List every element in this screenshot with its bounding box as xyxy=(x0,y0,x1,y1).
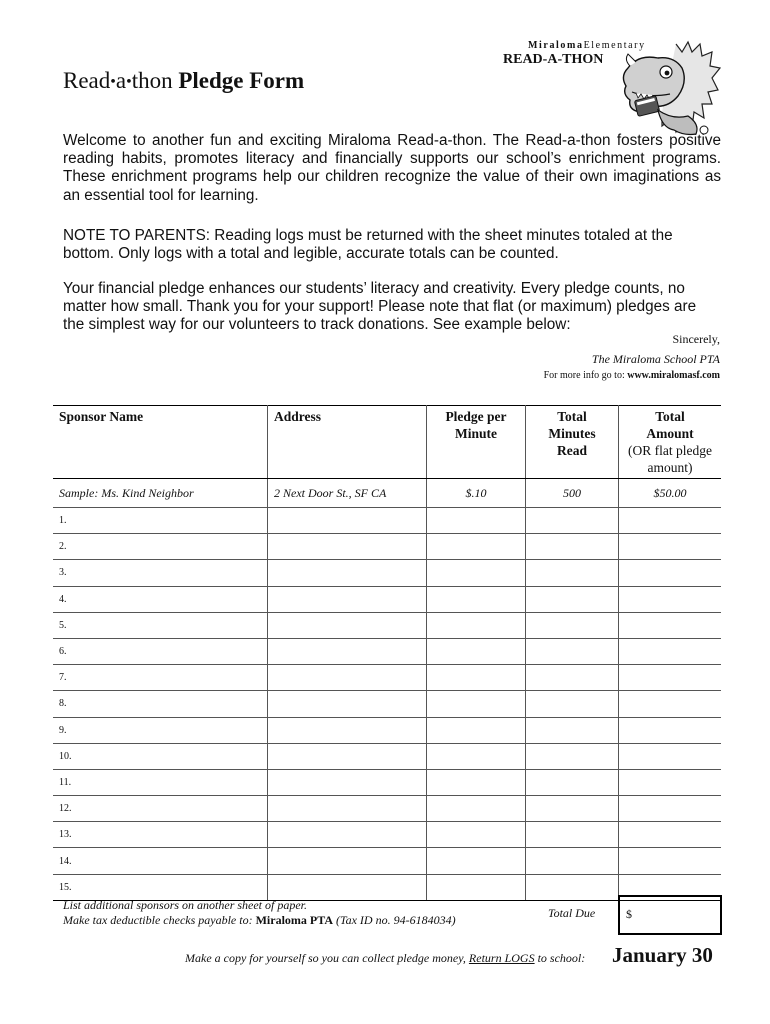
sponsor-cell[interactable]: 13. xyxy=(53,822,268,848)
sponsor-cell[interactable]: 8. xyxy=(53,691,268,717)
pledge-cell[interactable] xyxy=(427,691,526,717)
minutes-cell[interactable] xyxy=(526,822,619,848)
address-cell[interactable] xyxy=(268,769,427,795)
address-cell[interactable] xyxy=(268,638,427,664)
dragon-mascot-illustration xyxy=(618,38,722,138)
total-due-label: Total Due xyxy=(548,906,596,920)
note-to-parents: NOTE TO PARENTS: Reading logs must be returned with the sheet minutes totaled at the bottom. Only logs with a total and legible, accurate totals can be counted. xyxy=(63,227,673,263)
sponsor-cell[interactable]: 3. xyxy=(53,560,268,586)
col-total-minutes: Total Minutes Read xyxy=(526,406,619,479)
return-instructions: Make a copy for yourself so you can collect pledge money, Return LOGS to school: xyxy=(185,951,586,965)
sponsor-cell[interactable]: 7. xyxy=(53,665,268,691)
pledge-cell[interactable] xyxy=(427,717,526,743)
minutes-cell[interactable] xyxy=(526,638,619,664)
signature-org: The Miraloma School PTA xyxy=(591,352,720,366)
amount-cell[interactable] xyxy=(619,848,722,874)
sponsor-cell[interactable]: 2. xyxy=(53,534,268,560)
table-row xyxy=(53,769,721,795)
minutes-cell[interactable] xyxy=(526,508,619,534)
closing: Sincerely, xyxy=(672,332,720,346)
minutes-cell[interactable] xyxy=(526,534,619,560)
table-row xyxy=(53,612,721,638)
address-cell[interactable] xyxy=(268,534,427,560)
amount-cell[interactable] xyxy=(619,612,722,638)
table-row xyxy=(53,691,721,717)
minutes-cell[interactable] xyxy=(526,743,619,769)
sponsor-cell[interactable]: 12. xyxy=(53,796,268,822)
pledge-cell[interactable] xyxy=(427,665,526,691)
address-cell[interactable] xyxy=(268,586,427,612)
pledge-info-paragraph: Your financial pledge enhances our students’ literacy and creativity. Every pledge counts, no matter how small. Thank you for your support! Please note that flat (or maximum) pledges are the simplest way for our volunteers to track donations. See example below: xyxy=(63,280,697,334)
pledge-cell[interactable] xyxy=(427,508,526,534)
sponsor-cell[interactable]: 14. xyxy=(53,848,268,874)
table-row xyxy=(53,638,721,664)
checks-payable-note: Make tax deductible checks payable to: Miraloma PTA (Tax ID no. 94-6184034) xyxy=(63,913,456,927)
address-cell[interactable] xyxy=(268,717,427,743)
amount-cell[interactable] xyxy=(619,534,722,560)
address-cell[interactable] xyxy=(268,743,427,769)
col-sponsor-name: Sponsor Name xyxy=(53,406,268,479)
col-total-amount: Total Amount (OR flat pledge amount) xyxy=(619,406,722,479)
table-row xyxy=(53,743,721,769)
pledge-cell[interactable] xyxy=(427,769,526,795)
address-cell[interactable] xyxy=(268,848,427,874)
minutes-cell[interactable] xyxy=(526,586,619,612)
sponsor-cell[interactable]: 11. xyxy=(53,769,268,795)
sponsor-cell[interactable]: 1. xyxy=(53,508,268,534)
pledge-cell[interactable] xyxy=(427,560,526,586)
more-info: For more info go to: www.miralomasf.com xyxy=(543,370,720,381)
amount-cell[interactable] xyxy=(619,796,722,822)
payee: Miraloma PTA xyxy=(255,913,334,927)
minutes-cell[interactable] xyxy=(526,665,619,691)
pledge-cell[interactable] xyxy=(427,586,526,612)
col-address: Address xyxy=(268,406,427,479)
sample-row xyxy=(53,479,721,508)
pledge-cell[interactable] xyxy=(427,796,526,822)
sponsor-cell[interactable]: 15. xyxy=(53,874,268,900)
school-name: MiralomaElementary xyxy=(528,40,646,51)
address-cell[interactable] xyxy=(268,874,427,900)
sponsor-cell[interactable]: 4. xyxy=(53,586,268,612)
pledge-cell[interactable] xyxy=(427,743,526,769)
table-row xyxy=(53,848,721,874)
address-cell[interactable] xyxy=(268,665,427,691)
pledge-cell[interactable] xyxy=(427,534,526,560)
table-header-row xyxy=(53,406,721,479)
table-row xyxy=(53,717,721,743)
total-due-field[interactable] xyxy=(618,895,722,935)
address-cell[interactable] xyxy=(268,560,427,586)
table-row xyxy=(53,822,721,848)
sample-sponsor: Sample: Ms. Kind Neighbor xyxy=(53,479,268,508)
welcome-paragraph: Welcome to another fun and exciting Miraloma Read-a-thon. The Read-a-thon fosters positive reading habits, promotes literacy and financially supports our school’s enrichment programs. These enrichment programs help our children recognize the value of their own imaginations as an essential tool for learning. xyxy=(63,132,721,204)
table-row xyxy=(53,586,721,612)
amount-cell[interactable] xyxy=(619,743,722,769)
pledge-cell[interactable] xyxy=(427,638,526,664)
footer-note xyxy=(63,898,456,928)
sample-pledge: $.10 xyxy=(427,479,526,508)
sample-minutes: 500 xyxy=(526,479,619,508)
amount-cell[interactable] xyxy=(619,560,722,586)
amount-cell[interactable] xyxy=(619,508,722,534)
amount-cell[interactable] xyxy=(619,717,722,743)
minutes-cell[interactable] xyxy=(526,691,619,717)
deadline-date: January 30 xyxy=(612,943,713,967)
address-cell[interactable] xyxy=(268,796,427,822)
minutes-cell[interactable] xyxy=(526,796,619,822)
amount-cell[interactable] xyxy=(619,822,722,848)
pledge-cell[interactable] xyxy=(427,874,526,900)
minutes-cell[interactable] xyxy=(526,874,619,900)
pledge-cell[interactable] xyxy=(427,848,526,874)
pledge-table xyxy=(53,405,721,901)
minutes-cell[interactable] xyxy=(526,717,619,743)
pledge-cell[interactable] xyxy=(427,822,526,848)
address-cell[interactable] xyxy=(268,508,427,534)
pledge-cell[interactable] xyxy=(427,612,526,638)
address-cell[interactable] xyxy=(268,822,427,848)
col-pledge-per-minute: Pledge per Minute xyxy=(427,406,526,479)
additional-sponsors-note: List additional sponsors on another sheet of paper. xyxy=(63,898,308,912)
table-row xyxy=(53,534,721,560)
table-row xyxy=(53,796,721,822)
sponsor-cell[interactable]: 10. xyxy=(53,743,268,769)
address-cell[interactable] xyxy=(268,612,427,638)
amount-cell[interactable] xyxy=(619,665,722,691)
amount-cell[interactable] xyxy=(619,586,722,612)
minutes-cell[interactable] xyxy=(526,612,619,638)
sponsor-cell[interactable]: 5. xyxy=(53,612,268,638)
sample-address: 2 Next Door St., SF CA xyxy=(268,479,427,508)
event-heading: READ-A-THON xyxy=(503,52,604,67)
sponsor-cell[interactable]: 6. xyxy=(53,638,268,664)
table-row xyxy=(53,665,721,691)
sample-amount: $50.00 xyxy=(619,479,722,508)
sponsor-cell[interactable]: 9. xyxy=(53,717,268,743)
amount-cell[interactable] xyxy=(619,769,722,795)
amount-cell[interactable] xyxy=(619,638,722,664)
table-row xyxy=(53,508,721,534)
minutes-cell[interactable] xyxy=(526,848,619,874)
minutes-cell[interactable] xyxy=(526,560,619,586)
currency-symbol: $ xyxy=(626,907,632,921)
minutes-cell[interactable] xyxy=(526,769,619,795)
amount-cell[interactable] xyxy=(619,691,722,717)
website-link[interactable]: www.miralomasf.com xyxy=(627,370,720,381)
table-row xyxy=(53,560,721,586)
address-cell[interactable] xyxy=(268,691,427,717)
page-title: Read•a•thon Pledge Form xyxy=(63,68,305,93)
